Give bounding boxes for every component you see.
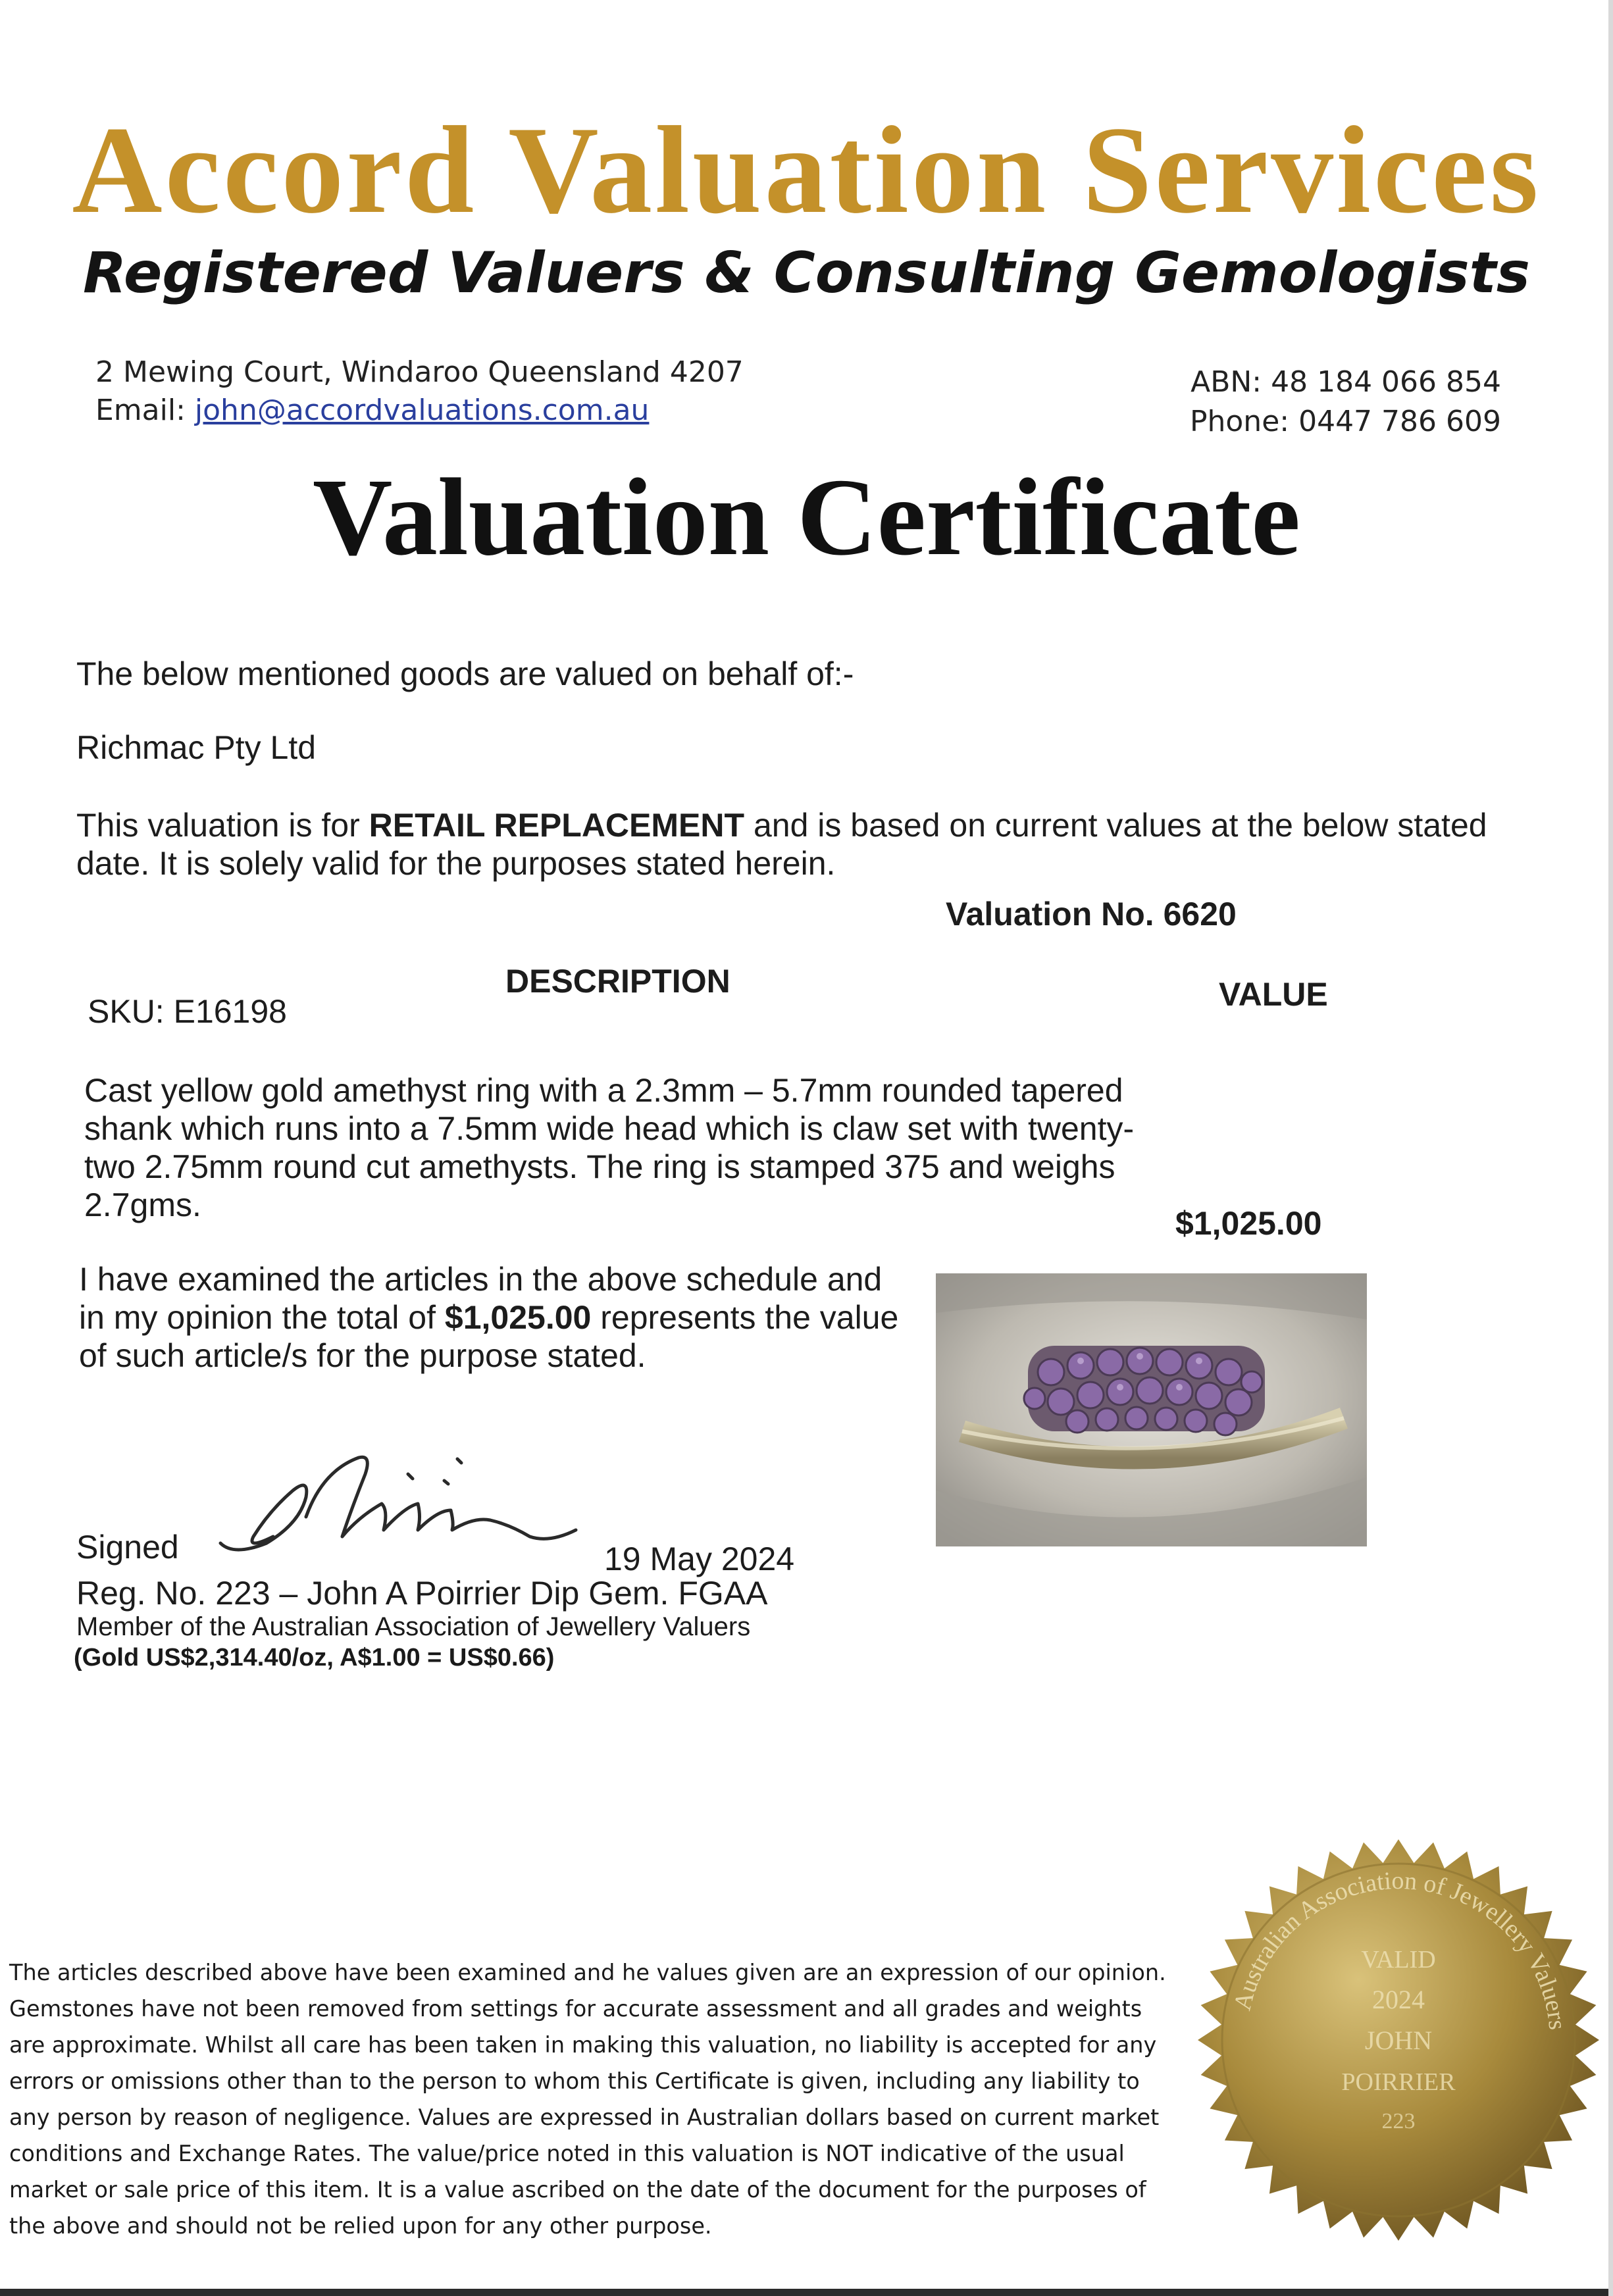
valuation-number: Valuation No. 6620 [946, 896, 1237, 932]
valuers-seal [1194, 1836, 1602, 2244]
handwritten-signature [207, 1444, 596, 1569]
signature-date: 19 May 2024 [604, 1541, 795, 1577]
ring-photo [936, 1273, 1367, 1546]
ring-photo-illustration [936, 1273, 1367, 1546]
purpose-type: RETAIL REPLACEMENT [369, 807, 745, 844]
purpose-statement [76, 806, 1524, 882]
purpose-pre: This valuation is for [76, 807, 360, 844]
company-name: Accord Valuation Services [72, 101, 1541, 240]
seal-line-year: 2024 [1372, 1985, 1425, 2014]
seal-icon [1194, 1836, 1602, 2244]
membership: Member of the Australian Association of Jewellery Valuers [76, 1612, 751, 1641]
description-header: DESCRIPTION [505, 963, 730, 1000]
bottom-edge-bar [0, 2289, 1613, 2296]
disclaimer: The articles described above have been examined and he values given are an expression of our opinion. Gemstones have not been removed from settings for accurate assessment and all grades and weights are approximate. Whilst all care has been taken in making this valuation, no liability is accepted for any errors or omissions other than to the person to whom this Certificate is given, including any liability to any person by reason of negligence. Values are expressed in Australian dollars based on current market conditions and Exchange Rates. The value/price noted in this valuation is NOT indicative of the usual market or sale price of this item. It is a value ascribed on the date of the document for the purposes of the above and should not be relied upon for any other purpose. [9, 1960, 1166, 2239]
behalf-line: The below mentioned goods are valued on behalf of:- [76, 655, 854, 692]
certificate-title: Valuation Certificate [313, 456, 1300, 578]
seal-line-valid: VALID [1361, 1946, 1436, 1974]
email-label: Email: [95, 394, 186, 427]
seal-line-number: 223 [1381, 2109, 1416, 2133]
email-line [95, 394, 649, 427]
sku: SKU: E16198 [88, 993, 287, 1030]
item-description: Cast yellow gold amethyst ring with a 2.3mm – 5.7mm rounded tapered shank which runs into a 7.5mm wide head which is claw set with twenty-two 2.75mm round cut amethysts. The ring is stamped 375 and weighs 2.7gms. [84, 1072, 1135, 1223]
client-name: Richmac Pty Ltd [76, 729, 317, 766]
exchange-rates: (Gold US$2,314.40/oz, A$1.00 = US$0.66) [74, 1644, 555, 1671]
opinion-amount: $1,025.00 [444, 1299, 592, 1336]
email-link[interactable]: john@accordvaluations.com.au [194, 394, 650, 427]
company-tagline: Registered Valuers & Consulting Gemologists [83, 240, 1530, 306]
value-header: VALUE [1219, 976, 1328, 1013]
seal-line-surname: POIRRIER [1341, 2068, 1456, 2096]
company-address: 2 Mewing Court, Windaroo Queensland 4207 [95, 355, 744, 389]
item-value: $1,025.00 [1175, 1205, 1322, 1242]
opinion-statement [79, 1260, 915, 1375]
phone: Phone: 0447 786 609 [1189, 405, 1501, 438]
seal-line-first-name: JOHN [1364, 2026, 1433, 2055]
opinion-pre: I have examined the articles in the above schedule and in my opinion the total of [79, 1261, 883, 1336]
registration-number: Reg. No. 223 – John A Poirrier Dip Gem. FGAA [76, 1575, 768, 1612]
seal-ring-text: Australian Association of Jewellery Valuers [1228, 1866, 1572, 2031]
opinion-post: represents the value of such article/s for the purpose stated. [79, 1299, 899, 1374]
right-edge-shadow [1608, 0, 1613, 2296]
signed-label: Signed [76, 1529, 179, 1566]
abn: ABN: 48 184 066 854 [1191, 365, 1501, 399]
purpose-post: and is based on current values at the below stated date. It is solely valid for the purposes stated herein. [76, 807, 1487, 882]
